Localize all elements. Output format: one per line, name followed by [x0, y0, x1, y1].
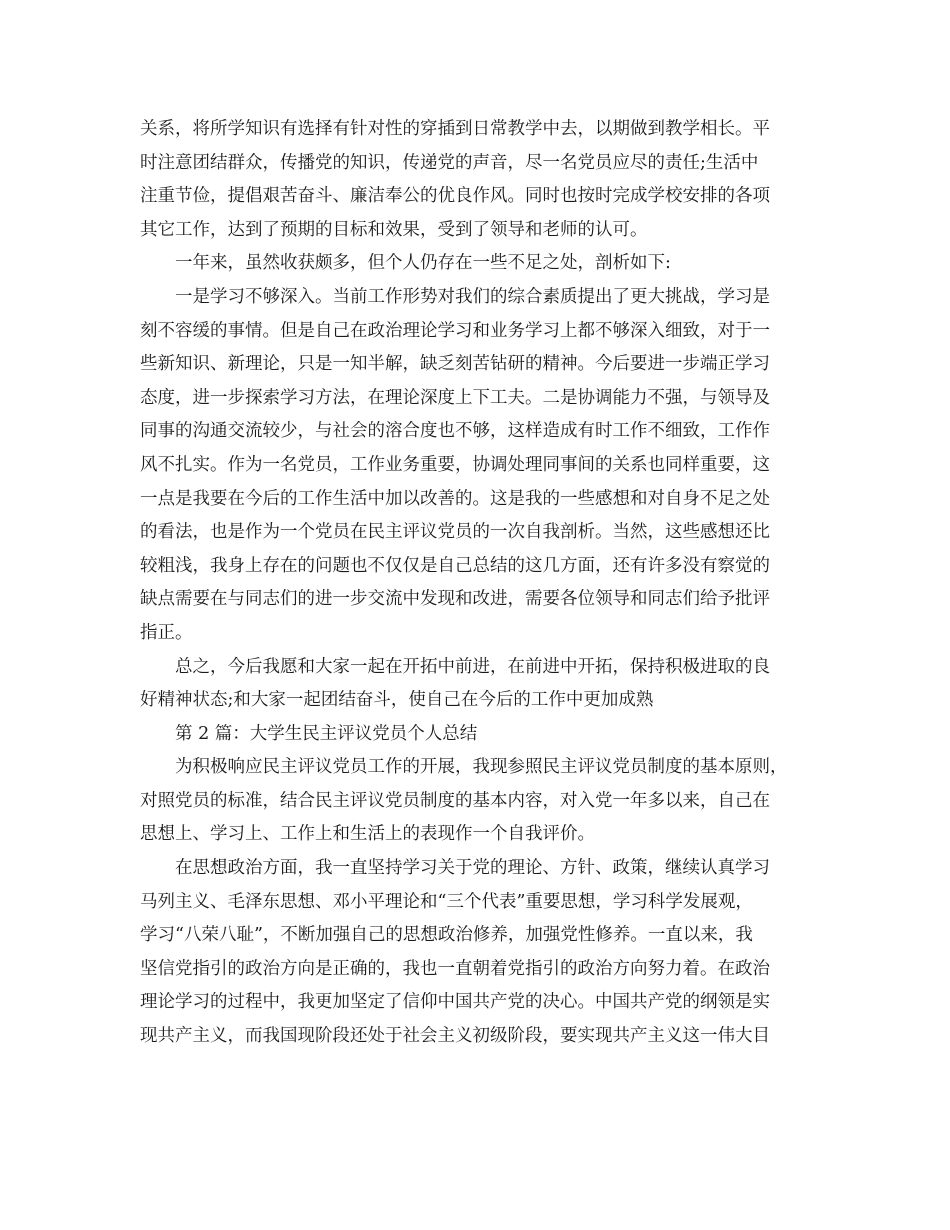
text-line: 些新知识、新理论，只是一知半解，缺乏刻苦钻研的精神。今后要进一步端正学习: [140, 354, 770, 375]
text-line: 在思想政治方面，我一直坚持学习关于党的理论、方针、政策，继续认真学习: [175, 858, 770, 879]
text-line: 学习“八荣八耻”，不断加强自己的思想政治修养，加强党性修养。一直以来，我: [140, 925, 753, 946]
text-line: 理论学习的过程中，我更加坚定了信仰中国共产党的决心。中国共产党的纲领是实: [140, 992, 770, 1013]
text-line: 一年来，虽然收获颇多，但个人仍存在一些不足之处，剖析如下:: [175, 253, 671, 274]
text-line: 一是学习不够深入。当前工作形势对我们的综合素质提出了更大挑战，学习是: [175, 286, 770, 307]
text-line: 缺点需要在与同志们的进一步交流中发现和改进，需要各位领导和同志们给予批评: [140, 589, 770, 610]
text-line: 的看法，也是作为一个党员在民主评议党员的一次自我剖析。当然，这些感想还比: [140, 522, 770, 543]
text-line: 较粗浅，我身上存在的问题也不仅仅是自己总结的这几方面，还有许多没有察觉的: [140, 555, 770, 576]
text-line: 为积极响应民主评议党员工作的开展，我现参照民主评议党员制度的基本原则，: [175, 757, 788, 778]
text-line: 态度，进一步探索学习方法，在理论深度上下工夫。二是协调能力不强，与领导及: [140, 387, 770, 408]
text-line: 风不扎实。作为一名党员，工作业务重要，协调处理同事间的关系也同样重要，这: [140, 454, 770, 475]
text-line: 坚信党指引的政治方向是正确的，我也一直朝着党指引的政治方向努力着。在政治: [140, 958, 770, 979]
text-line: 思想上、学习上、工作上和生活上的表现作一个自我评价。: [140, 824, 595, 845]
text-line: 一点是我要在今后的工作生活中加以改善的。这是我的一些感想和对自身不足之处: [140, 488, 770, 509]
text-line: 注重节俭，提倡艰苦奋斗、廉洁奉公的优良作风。同时也按时完成学校安排的各项: [140, 186, 770, 207]
text-line: 马列主义、毛泽东思想、邓小平理论和“三个代表”重要思想，学习科学发展观，: [140, 891, 753, 912]
text-line: 同事的沟通交流较少，与社会的溶合度也不够，这样造成有时工作不细致，工作作: [140, 421, 770, 442]
text-line: 第 2 篇：大学生民主评议党员个人总结: [175, 723, 478, 744]
text-line: 指正。: [140, 622, 193, 643]
text-line: 关系，将所学知识有选择有针对性的穿插到日常教学中去，以期做到教学相长。平: [140, 119, 770, 139]
document-body: [140, 113, 840, 1054]
text-line: 时注意团结群众，传播党的知识，传递党的声音，尽一名党员应尽的责任;生活中: [140, 152, 759, 173]
text-line: 总之，今后我愿和大家一起在开拓中前进，在前进中开拓，保持积极进取的良: [175, 656, 770, 677]
text-line: 其它工作，达到了预期的目标和效果，受到了领导和老师的认可。: [140, 219, 648, 240]
text-line: 现共产主义，而我国现阶段还处于社会主义初级阶段，要实现共产主义这一伟大目: [140, 1026, 770, 1047]
text-line: 对照党员的标准，结合民主评议党员制度的基本内容，对入党一年多以来，自己在: [140, 790, 770, 811]
text-line: 刻不容缓的事情。但是自己在政治理论学习和业务学习上都不够深入细致，对于一: [140, 320, 770, 341]
text-line: 好精神状态;和大家一起团结奋斗，使自己在今后的工作中更加成熟: [140, 690, 654, 711]
